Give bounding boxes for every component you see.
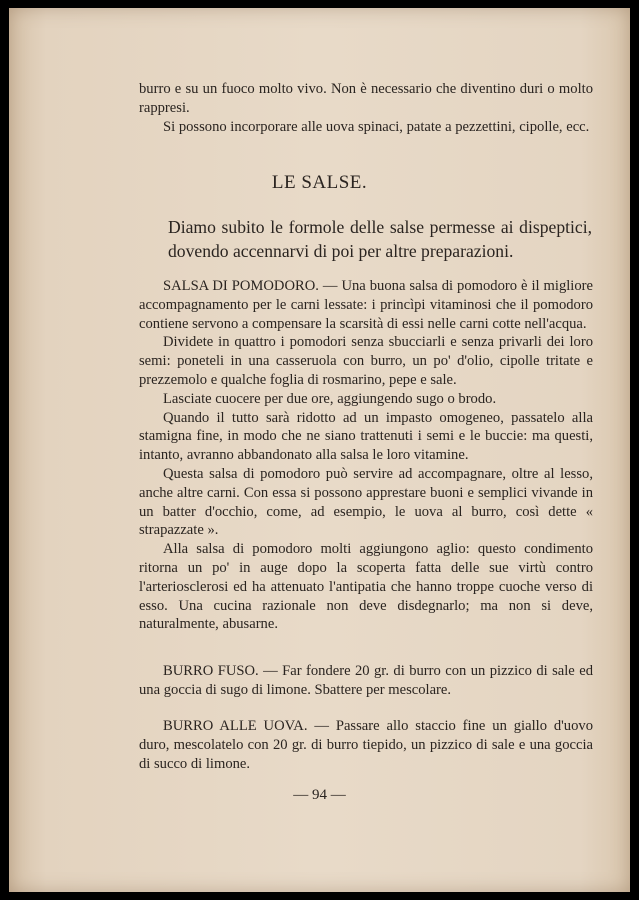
salsa-pomodoro-section [139, 277, 593, 634]
section-intro: Diamo subito le formole delle salse permesse ai dispeptici, dovendo accennarvi di poi per altre preparazioni. [168, 217, 592, 261]
burro-fuso-section [139, 662, 593, 700]
top-paragraph-text: burro e su un fuoco molto vivo. Non è necessario che diventino duri o molto rappresi. [139, 81, 593, 116]
salsa-pomodoro-p4: Quando il tutto sarà ridotto ad un impasto omogeneo, passatelo alla stamigna fine, in modo che ne siano trattenuti i semi e le buccie: ma questi, intanto, avranno abbandonato alla salsa le loro vitamine. [139, 409, 593, 464]
salsa-pomodoro-p5: Questa salsa di pomodoro può servire ad accompagnare, oltre al lesso, anche altre carni. Con essa si possono apprestare buoni e semplici vivande in un batter d'occhio, come, ad esempio, le uova al burro, così dette « strapazzate ». [139, 465, 593, 539]
salsa-pomodoro-p6: Alla salsa di pomodoro molti aggiungono aglio: questo condimento ritorna un po' in auge dopo la scoperta fatta delle sue virtù contro l'arteriosclerosi ed ha attenuato l'antipatia che hanno troppe cuoche verso di esso. Una cucina razionale non deve disdegnarlo; ma non si deve, naturalmente, abusarne. [139, 541, 593, 633]
burro-uova-text: BURRO ALLE UOVA. — Passare allo staccio fine un giallo d'uovo duro, mescolatelo con 20 gr. di burro tiepido, un pizzico di sale e una goccia di succo di limone. [139, 718, 593, 772]
burro-fuso-text: BURRO FUSO. — Far fondere 20 gr. di burro con un pizzico di sale ed una goccia di sugo di limone. Sbattere per mescolare. [139, 663, 593, 698]
page-number: — 94 — [293, 787, 346, 803]
salsa-pomodoro-p3: Lasciate cuocere per due ore, aggiungendo sugo o brodo. [163, 390, 497, 407]
top-paragraph [139, 80, 593, 136]
top-paragraph-text-2: Si possono incorporare alle uova spinaci, patate a pezzettini, cipolle, ecc. [163, 118, 590, 135]
salsa-pomodoro-p2: Dividete in quattro i pomodori senza sbucciarli e senza privarli dei loro semi: poneteli in una casseruola con burro, un po' d'olio, cipolle tritate e prezzemolo e qualche foglia di rosmarino, pepe e sale. [139, 334, 593, 388]
burro-uova-section [139, 717, 593, 773]
salsa-pomodoro-p1: SALSA DI POMODORO. — Una buona salsa di pomodoro è il migliore accompagnamento per le carni lessate: i princìpi vitaminosi che il pomodoro contiene servono a compensare la scarsità di essi nelle carni cotte nell'acqua. [139, 278, 593, 332]
section-title: LE SALSE. [271, 172, 368, 193]
